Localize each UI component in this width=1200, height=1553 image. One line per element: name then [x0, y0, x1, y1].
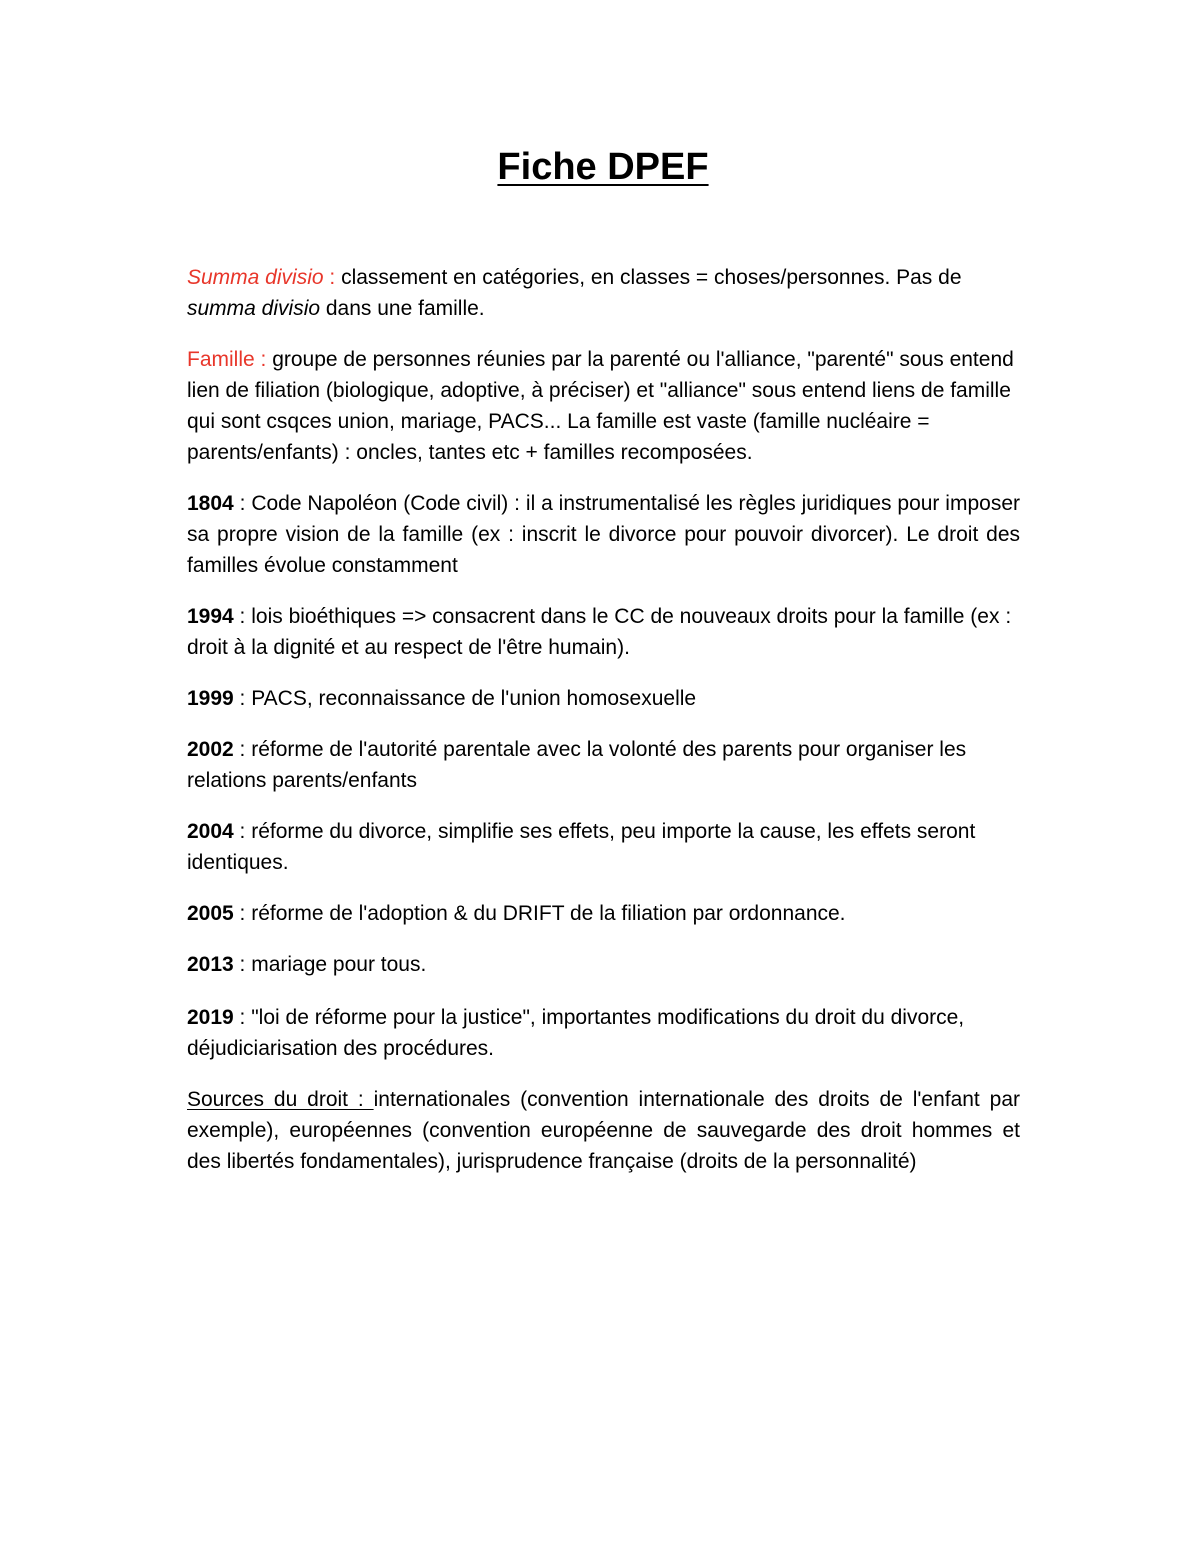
timeline-year: 2002: [187, 738, 234, 761]
timeline-entry-2013: [187, 949, 1020, 980]
timeline-year: 1999: [187, 687, 234, 710]
timeline-entry-2004: [187, 816, 1020, 878]
summa-divisio-paragraph: [187, 262, 1020, 324]
timeline-text: : réforme du divorce, simplifie ses effets, peu importe la cause, les effets seront identiques.: [187, 820, 976, 874]
timeline-text: : réforme de l'adoption & du DRIFT de la filiation par ordonnance.: [233, 902, 846, 925]
sources-text: internationales (convention internationale des droits de l'enfant par exemple), européennes (convention européenne de sauvegarde des droit hommes et des libertés fondamentales), jurisprudence française (droits de la personnalité): [187, 1088, 1021, 1173]
timeline-text: : réforme de l'autorité parentale avec la volonté des parents pour organiser les relations parents/enfants: [187, 738, 967, 792]
summa-divisio-italic: summa divisio: [187, 297, 321, 320]
timeline-entry-1804: [187, 488, 1020, 581]
timeline-entry-1994: [187, 601, 1020, 663]
page-title: Fiche DPEF: [497, 146, 709, 188]
timeline-entry-2019: [187, 1002, 1020, 1064]
famille-term: Famille :: [187, 348, 273, 371]
summa-divisio-text-2: dans une famille.: [320, 297, 485, 320]
summa-divisio-term: Summa divisio :: [187, 266, 342, 289]
summa-divisio-text-1: classement en catégories, en classes = choses/personnes. Pas de: [341, 266, 962, 289]
famille-paragraph: [187, 344, 1020, 468]
timeline-text: : PACS, reconnaissance de l'union homosexuelle: [233, 687, 697, 710]
timeline-year: 2005: [187, 902, 234, 925]
sources-label: Sources du droit :: [187, 1088, 374, 1111]
timeline-text: : Code Napoléon (Code civil) : il a instrumentalisé les règles juridiques pour imposer sa propre vision de la famille (ex : inscrit le divorce pour pouvoir divorcer). Le droit des familles évolue constamment: [187, 492, 1020, 577]
document-body: [187, 262, 1020, 1197]
timeline-text: : lois bioéthiques => consacrent dans le CC de nouveaux droits pour la famille (ex : droit à la dignité et au respect de l'être humain).: [187, 605, 1012, 659]
timeline-entry-2005: [187, 898, 1020, 929]
timeline-year: 2013: [187, 953, 234, 976]
famille-text: groupe de personnes réunies par la parenté ou l'alliance, "parenté" sous entend lien de filiation (biologique, adoptive, à préciser) et "alliance" sous entend liens de famille qui sont csqces union, mariage, PACS... La famille est vaste (famille nucléaire = parents/enfants) : oncles, tantes etc + familles recomposées.: [187, 348, 1014, 464]
sources-paragraph: [187, 1084, 1020, 1177]
timeline-text: : "loi de réforme pour la justice", importantes modifications du droit du divorce, déjudiciarisation des procédures.: [187, 1006, 965, 1060]
timeline-text: : mariage pour tous.: [233, 953, 427, 976]
timeline-year: 2019: [187, 1006, 234, 1029]
timeline-entry-1999: [187, 683, 1020, 714]
timeline-year: 1804: [187, 492, 234, 515]
timeline-year: 1994: [187, 605, 234, 628]
timeline-year: 2004: [187, 820, 234, 843]
timeline-entry-2002: [187, 734, 1020, 796]
